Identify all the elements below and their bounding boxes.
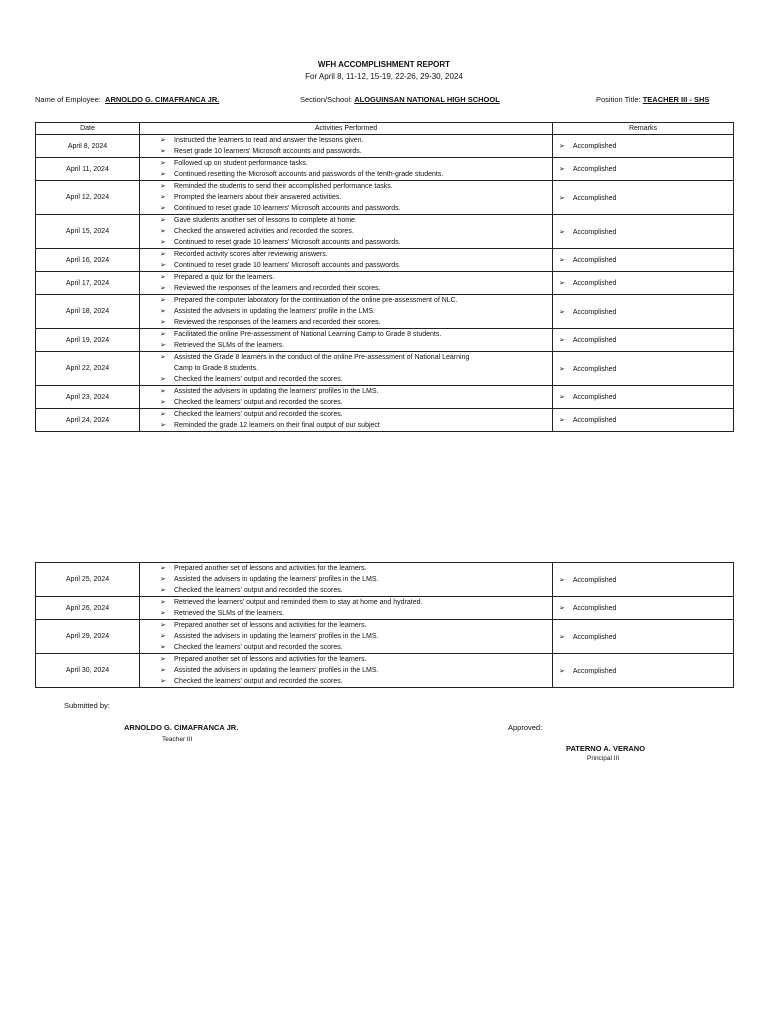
table-row xyxy=(36,563,734,597)
activity-item: ➢ Followed up on student performance tasks. xyxy=(174,158,552,169)
row-date: April 25, 2024 xyxy=(36,563,140,597)
activity-item: ➢ Checked the learners' output and recorded the scores. xyxy=(174,642,552,653)
activity-item: ➢ Continued resetting the Microsoft accounts and passwords of the tenth-grade students. xyxy=(174,169,552,180)
row-date: April 17, 2024 xyxy=(36,272,140,295)
activity-item: ➢ Checked the learners' output and recorded the scores. xyxy=(174,397,552,408)
remark-text: Accomplished xyxy=(572,257,617,264)
arrow-bullet-icon: ➢ xyxy=(559,228,565,236)
activity-item: ➢ Retrieved the SLMs of the learners. xyxy=(174,340,552,351)
activity-item: ➢ Checked the learners' output and recorded the scores. xyxy=(174,374,552,385)
activity-item: ➢ Assisted the advisers in updating the learners' profiles in the LMS. xyxy=(174,574,552,585)
row-activities xyxy=(140,620,553,654)
row-remark xyxy=(553,158,734,181)
row-date: April 15, 2024 xyxy=(36,215,140,249)
activity-item: ➢ Continued to reset grade 10 learners' Microsoft accounts and passwords. xyxy=(174,203,552,214)
approved-label: Approved: xyxy=(508,723,543,732)
activity-item: ➢ Assisted the advisers in updating the learners' profile in the LMS. xyxy=(174,306,552,317)
approver-name: PATERNO A. VERANO xyxy=(566,744,646,753)
remark-text: Accomplished xyxy=(572,576,617,584)
row-date: April 23, 2024 xyxy=(36,386,140,409)
table-row xyxy=(36,272,734,295)
employee-info xyxy=(35,95,219,104)
activity-item: ➢ Checked the learners' output and recorded the scores. xyxy=(174,585,552,596)
report-period: For April 8, 11-12, 15-19, 22-26, 29-30, 2024 xyxy=(305,72,463,81)
activity-item: ➢ Checked the answered activities and recorded the scores. xyxy=(174,226,552,237)
row-remark xyxy=(553,620,734,654)
row-remark xyxy=(553,386,734,409)
remark-text: Accomplished xyxy=(572,633,617,641)
table-row xyxy=(36,352,734,386)
remark-text: Accomplished xyxy=(572,143,617,150)
row-date: April 22, 2024 xyxy=(36,352,140,386)
table-header-row xyxy=(36,123,734,135)
position-info xyxy=(596,95,709,104)
accomplishment-table-page2 xyxy=(35,562,734,688)
activity-item: ➢ Assisted the Grade 8 learners in the conduct of the online Pre-assessment of National Learning xyxy=(174,352,552,363)
arrow-bullet-icon: ➢ xyxy=(559,417,565,424)
row-activities xyxy=(140,409,553,432)
arrow-bullet-icon: ➢ xyxy=(559,633,565,641)
row-remark xyxy=(553,249,734,272)
row-activities xyxy=(140,215,553,249)
report-title: WFH ACCOMPLISHMENT REPORT xyxy=(317,60,451,69)
arrow-bullet-icon: ➢ xyxy=(559,166,565,173)
row-activities xyxy=(140,386,553,409)
employee-name: ARNOLDO G. CIMAFRANCA JR. xyxy=(105,95,220,104)
remark-text: Accomplished xyxy=(572,308,617,316)
arrow-bullet-icon: ➢ xyxy=(559,667,565,675)
remark-text: Accomplished xyxy=(572,166,617,173)
remark-text: Accomplished xyxy=(572,394,617,401)
remark-text: Accomplished xyxy=(572,280,617,287)
row-activities xyxy=(140,352,553,386)
position-label: Position Title: xyxy=(596,95,641,104)
approver-title: Principal III xyxy=(587,755,620,762)
activity-item: ➢ Reset grade 10 learners' Microsoft accounts and passwords. xyxy=(174,146,552,157)
activity-item: ➢ Prompted the learners about their answered activities. xyxy=(174,192,552,203)
row-activities xyxy=(140,181,553,215)
arrow-bullet-icon: ➢ xyxy=(559,143,565,150)
activity-item: ➢ Prepared another set of lessons and activities for the learners. xyxy=(174,563,552,574)
row-remark xyxy=(553,563,734,597)
row-remark xyxy=(553,135,734,158)
table-row xyxy=(36,620,734,654)
table-row xyxy=(36,329,734,352)
activity-item: ➢ Assisted the advisers in updating the learners' profiles in the LMS. xyxy=(174,386,552,397)
activity-item: ➢ Reminded the grade 12 learners on their final output of our subject xyxy=(174,420,552,431)
school-info xyxy=(300,95,500,104)
table-row xyxy=(36,135,734,158)
activity-item: ➢ Assisted the advisers in updating the learners' profiles in the LMS. xyxy=(174,631,552,642)
school-name: ALOGUINSAN NATIONAL HIGH SCHOOL xyxy=(354,95,500,104)
row-date: April 12, 2024 xyxy=(36,181,140,215)
arrow-bullet-icon: ➢ xyxy=(559,576,565,584)
table-row xyxy=(36,158,734,181)
table-row xyxy=(36,181,734,215)
row-remark xyxy=(553,409,734,432)
arrow-bullet-icon: ➢ xyxy=(559,337,565,344)
activity-item: ➢ Recorded activity scores after reviewing answers. xyxy=(174,249,552,260)
row-date: April 11, 2024 xyxy=(36,158,140,181)
row-date: April 19, 2024 xyxy=(36,329,140,352)
activity-item: ➢ Reviewed the responses of the learners and recorded their scores. xyxy=(174,283,552,294)
activity-item: ➢ Continued to reset grade 10 learners' Microsoft accounts and passwords. xyxy=(174,260,552,271)
activity-item: ➢ Retrieved the learners' output and reminded them to stay at home and hydrated. xyxy=(174,597,552,608)
column-header-date: Date xyxy=(36,123,140,135)
table-row xyxy=(36,386,734,409)
row-activities xyxy=(140,329,553,352)
activity-item: ➢ Prepared another set of lessons and activities for the learners. xyxy=(174,654,552,665)
remark-text: Accomplished xyxy=(572,337,617,344)
row-remark xyxy=(553,272,734,295)
row-activities xyxy=(140,272,553,295)
row-activities xyxy=(140,295,553,329)
arrow-bullet-icon: ➢ xyxy=(559,257,565,264)
row-remark xyxy=(553,654,734,688)
activity-item: ➢ Gave students another set of lessons to complete at home. xyxy=(174,215,552,226)
remark-text: Accomplished xyxy=(572,417,617,424)
arrow-bullet-icon: ➢ xyxy=(559,308,565,316)
row-date: April 26, 2024 xyxy=(36,597,140,620)
activity-item: ➢ Reminded the students to send their accomplished performance tasks. xyxy=(174,181,552,192)
row-remark xyxy=(553,597,734,620)
remark-text: Accomplished xyxy=(572,667,617,675)
row-activities xyxy=(140,135,553,158)
row-activities xyxy=(140,249,553,272)
remark-text: Accomplished xyxy=(572,605,617,612)
row-activities xyxy=(140,654,553,688)
activity-item: ➢ Assisted the advisers in updating the learners' profiles in the LMS. xyxy=(174,665,552,676)
activity-item: ➢ Facilitated the online Pre-assessment of National Learning Camp to Grade 8 students. xyxy=(174,329,552,340)
table-row xyxy=(36,215,734,249)
submitter-title: Teacher III xyxy=(162,736,193,743)
activity-item: Camp to Grade 8 students. xyxy=(174,365,259,372)
row-date: April 30, 2024 xyxy=(36,654,140,688)
table-row xyxy=(36,249,734,272)
remark-text: Accomplished xyxy=(572,194,617,202)
row-remark xyxy=(553,352,734,386)
submitter-name: ARNOLDO G. CIMAFRANCA JR. xyxy=(124,723,239,732)
arrow-bullet-icon: ➢ xyxy=(559,194,565,202)
row-date: April 29, 2024 xyxy=(36,620,140,654)
table-row xyxy=(36,654,734,688)
school-label: Section/School: xyxy=(300,95,353,104)
activity-item: ➢ Prepared a quiz for the learners. xyxy=(174,272,552,283)
arrow-bullet-icon: ➢ xyxy=(559,280,565,287)
activity-item: ➢ Checked the learners' output and recorded the scores. xyxy=(174,409,552,420)
activity-item: ➢ Instructed the learners to read and answer the lessons given. xyxy=(174,135,552,146)
row-date: April 18, 2024 xyxy=(36,295,140,329)
arrow-bullet-icon: ➢ xyxy=(559,365,565,373)
row-activities xyxy=(140,158,553,181)
activity-item: ➢ Continued to reset grade 10 learners' Microsoft accounts and passwords. xyxy=(174,237,552,248)
remark-text: Accomplished xyxy=(572,365,617,373)
activity-item: ➢ Prepared another set of lessons and activities for the learners. xyxy=(174,620,552,631)
row-remark xyxy=(553,295,734,329)
row-date: April 24, 2024 xyxy=(36,409,140,432)
row-date: April 8, 2024 xyxy=(36,135,140,158)
row-activities xyxy=(140,563,553,597)
column-header-remarks: Remarks xyxy=(553,123,734,135)
submitted-label: Submitted by: xyxy=(64,701,110,710)
position-name: TEACHER III - SHS xyxy=(642,95,710,104)
arrow-bullet-icon: ➢ xyxy=(559,605,565,612)
column-header-activities: Activities Performed xyxy=(140,123,553,135)
row-remark xyxy=(553,181,734,215)
accomplishment-table-page1 xyxy=(35,122,734,432)
row-remark xyxy=(553,329,734,352)
row-date: April 16, 2024 xyxy=(36,249,140,272)
remark-text: Accomplished xyxy=(572,228,617,236)
activity-item: ➢ Prepared the computer laboratory for the continuation of the online pre-assessment of NLC. xyxy=(174,295,552,306)
row-remark xyxy=(553,215,734,249)
employee-label: Name of Employee: xyxy=(35,95,101,104)
arrow-bullet-icon: ➢ xyxy=(559,394,565,401)
activity-item: ➢ Reviewed the responses of the learners and recorded their scores. xyxy=(174,317,552,328)
table-row xyxy=(36,409,734,432)
table-row xyxy=(36,295,734,329)
activity-item: ➢ Checked the learners' output and recorded the scores. xyxy=(174,676,552,687)
table-row xyxy=(36,597,734,620)
row-activities xyxy=(140,597,553,620)
activity-item: ➢ Retrieved the SLMs of the learners. xyxy=(174,608,552,619)
